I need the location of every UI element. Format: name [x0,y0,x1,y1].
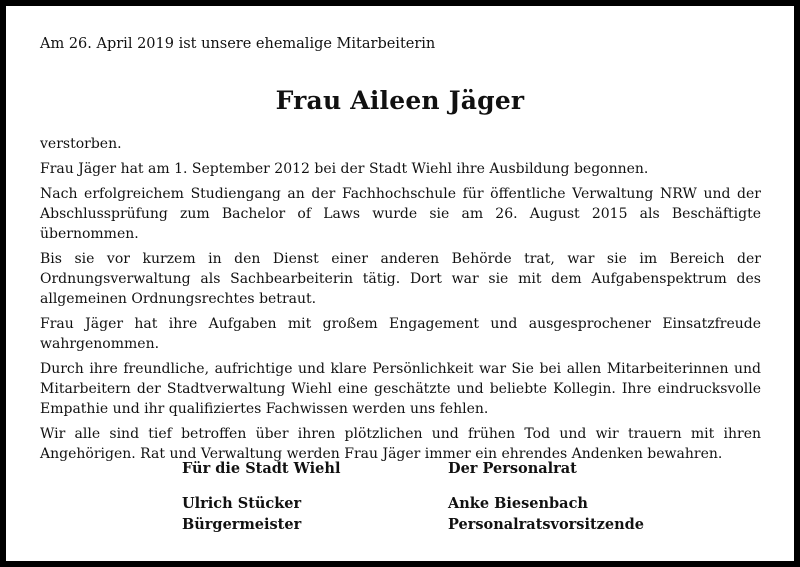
signature-organization: Für die Stadt Wiehl [182,460,341,477]
body-paragraph: Wir alle sind tief betroffen über ihren plötzlichen und frühen Tod und wir trauern mit ihren Angehörigen. Rat und Verwaltung werden Frau Jäger immer ein ehrendes Andenken bewahren. [40,426,761,462]
signature-role: Bürgermeister [182,516,302,533]
signature-block-city [182,458,340,535]
body-paragraph: Nach erfolgreichem Studiengang an der Fachhochschule für öffentliche Verwaltung NRW und der Abschlussprüfung zum Bachelor of Laws wurde sie am 26. August 2015 als Beschäftigte übernommen. [40,186,761,242]
body-paragraph: Bis sie vor kurzem in den Dienst einer anderen Behörde trat, war sie im Bereich der Ordnungsverwaltung als Sachbearbeiterin tätig. Dort war sie mit dem Aufgabenspektrum des allgemeinen Ordnungsrechtes betraut. [40,251,761,307]
body-paragraph: Frau Jäger hat am 1. September 2012 bei der Stadt Wiehl ihre Ausbildung begonnen. [40,161,649,177]
signature-person: Ulrich Stücker [182,495,302,512]
signature-block-staff-council [448,458,644,535]
intro-line: Am 26. April 2019 ist unsere ehemalige Mitarbeiterin [40,36,436,52]
body-paragraph: Durch ihre freundliche, aufrichtige und klare Persönlichkeit war Sie bei allen Mitarbeiterinnen und Mitarbeitern der Stadtverwaltung Wiehl eine geschätzte und beliebte Kollegin. Ihre eindrucksvolle Empathie und ihr qualifiziertes Fachwissen werden uns fehlen. [40,361,761,417]
signature-role: Personalratsvorsitzende [448,516,645,533]
signature-person: Anke Biesenbach [448,495,588,512]
signature-organization: Der Personalrat [448,460,577,477]
body-paragraph: verstorben. [40,136,122,152]
notice-body [40,134,761,469]
body-paragraph: Frau Jäger hat ihre Aufgaben mit großem Engagement und ausgesprochener Einsatzfreude wahrgenommen. [40,316,761,352]
deceased-name: Frau Aileen Jäger [275,86,525,115]
